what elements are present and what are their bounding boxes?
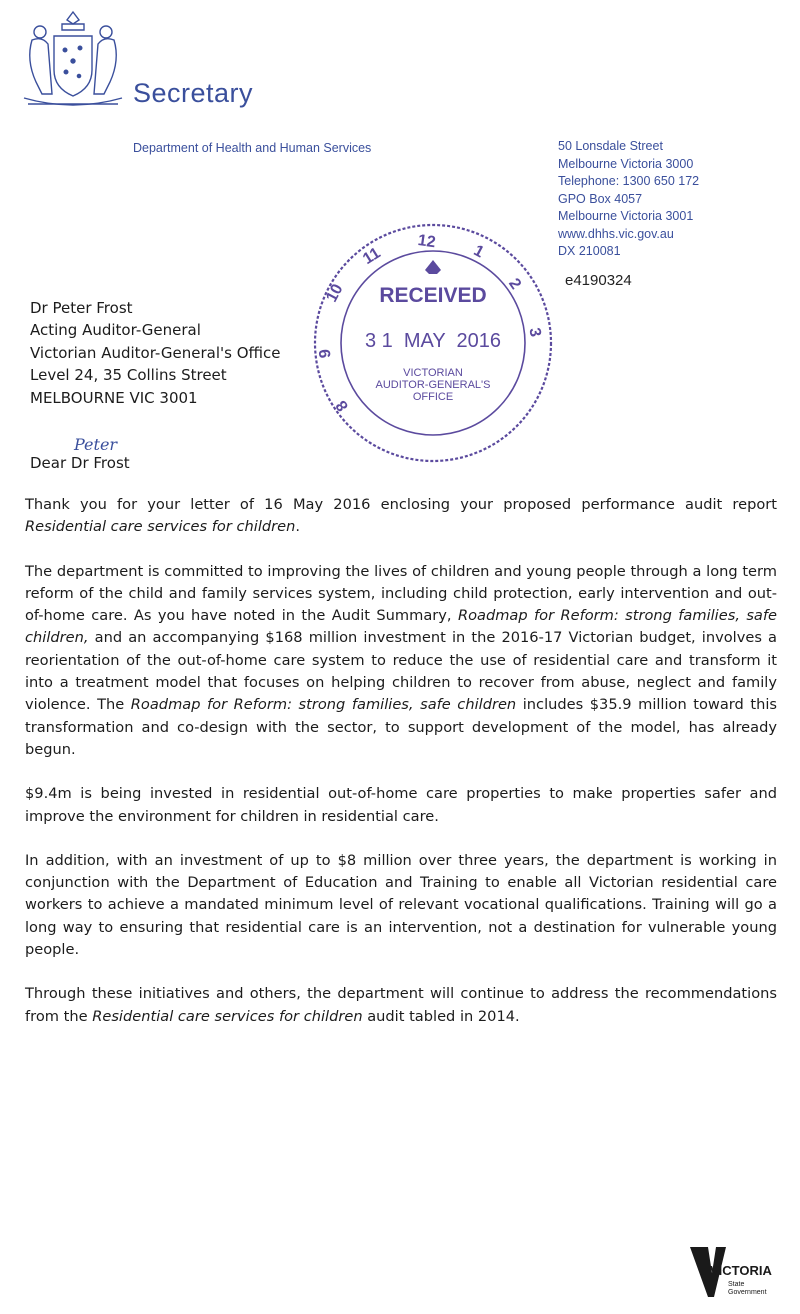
- paragraph: Through these initiatives and others, the department will continue to address the recommendations from the Residential care services for children audit tabled in 2014.: [25, 985, 777, 1025]
- address-line: GPO Box 4057: [558, 191, 643, 206]
- stamp-clock-number: 3: [525, 326, 544, 339]
- victoria-government-logo: [688, 1245, 783, 1300]
- stamp-clock-number: 10: [323, 281, 347, 306]
- salutation: Dear Dr Frost: [30, 454, 130, 472]
- report-title: Residential care services for children: [25, 518, 296, 536]
- roadmap-title: Roadmap for Reform: strong families, safe children: [130, 696, 517, 714]
- handwritten-name: Peter: [74, 435, 118, 454]
- recipient-line: Level 24, 35 Collins Street: [30, 366, 227, 385]
- paragraph: The department is committed to improving the lives of children and young people through a long term reform of the child and family services system, including child protection, early intervention and out-of-home care. As you have noted in the Audit Summary, Roadmap for Reform: strong families, safe children, and an accompanying $168 million investment in the 2016-17 Victorian budget, involves a reorientation of the out-of-home care system to reduce the use of residential care and transform it into a treatment model that focuses on helping children to recover from abuse, neglect and family violence. The Roadmap for Reform: strong families, safe children includes $35.9 million toward this transformation and co-design with the sector, to support development of the model, has already begun.: [25, 562, 777, 758]
- logo-sub: Government: [728, 1289, 767, 1296]
- address-line: Melbourne Victoria 3001: [558, 209, 694, 223]
- stamp-date: 3 1 MAY 2016: [364, 330, 502, 352]
- logo-name: VICTORIA: [710, 1263, 772, 1278]
- logo-sub: State: [728, 1281, 745, 1288]
- stamp-clock-number: 8: [332, 397, 352, 415]
- address-line: 50 Lonsdale Street: [558, 139, 663, 153]
- report-title: Residential care services for children: [92, 1007, 363, 1025]
- stamp-clock-number: 12: [416, 231, 437, 252]
- stamp-clock-number: 1: [470, 242, 487, 262]
- address-line: Melbourne Victoria 3000: [558, 156, 694, 171]
- recipient-line: Dr Peter Frost: [30, 299, 133, 317]
- sender-address: [558, 138, 699, 261]
- department-name: Department of Health and Human Services: [133, 141, 372, 155]
- recipient-address: [30, 297, 281, 409]
- stamp-org-line: OFFICE: [412, 391, 454, 403]
- stamp-clock-number: 9: [316, 348, 335, 359]
- letterhead-title: Secretary: [133, 78, 254, 108]
- stamp-clock-number: 2: [505, 275, 525, 293]
- stamp-org-line: VICTORIAN: [403, 367, 463, 379]
- stamp-clock-number: 11: [360, 244, 384, 268]
- paragraph: In addition, with an investment of up to $8 million over three years, the department is working in conjunction with the Department of Education and Training to enable all Victorian residential care workers to achieve a mandated minimum level of relevant vocational qualifications. Training will go a long way to ensuring that residential care is an intervention, not a destination for vulnerable young people.: [25, 851, 777, 959]
- address-line: www.dhhs.vic.gov.au: [558, 226, 674, 241]
- letter-body: [25, 494, 777, 1050]
- coat-of-arms-icon: [18, 6, 128, 111]
- reference-number: e4190324: [565, 272, 632, 289]
- paragraph: $9.4m is being invested in residential out-of-home care properties to make properties safer and improve the environment for children in residential care.: [25, 785, 777, 825]
- paragraph: Thank you for your letter of 16 May 2016 enclosing your proposed performance audit report Residential care services for children.: [25, 496, 777, 536]
- address-line: DX 210081: [558, 244, 621, 258]
- received-stamp: [298, 208, 568, 478]
- recipient-line: Victorian Auditor-General's Office: [30, 343, 281, 362]
- stamp-org-line: AUDITOR-GENERAL'S: [375, 379, 491, 391]
- recipient-line: Acting Auditor-General: [30, 321, 201, 340]
- address-line: Telephone: 1300 650 172: [558, 174, 700, 188]
- roadmap-title: Roadmap for Reform: strong families, safe children,: [25, 607, 777, 647]
- recipient-line: MELBOURNE VIC 3001: [30, 388, 198, 407]
- stamp-received-label: RECEIVED: [379, 284, 487, 307]
